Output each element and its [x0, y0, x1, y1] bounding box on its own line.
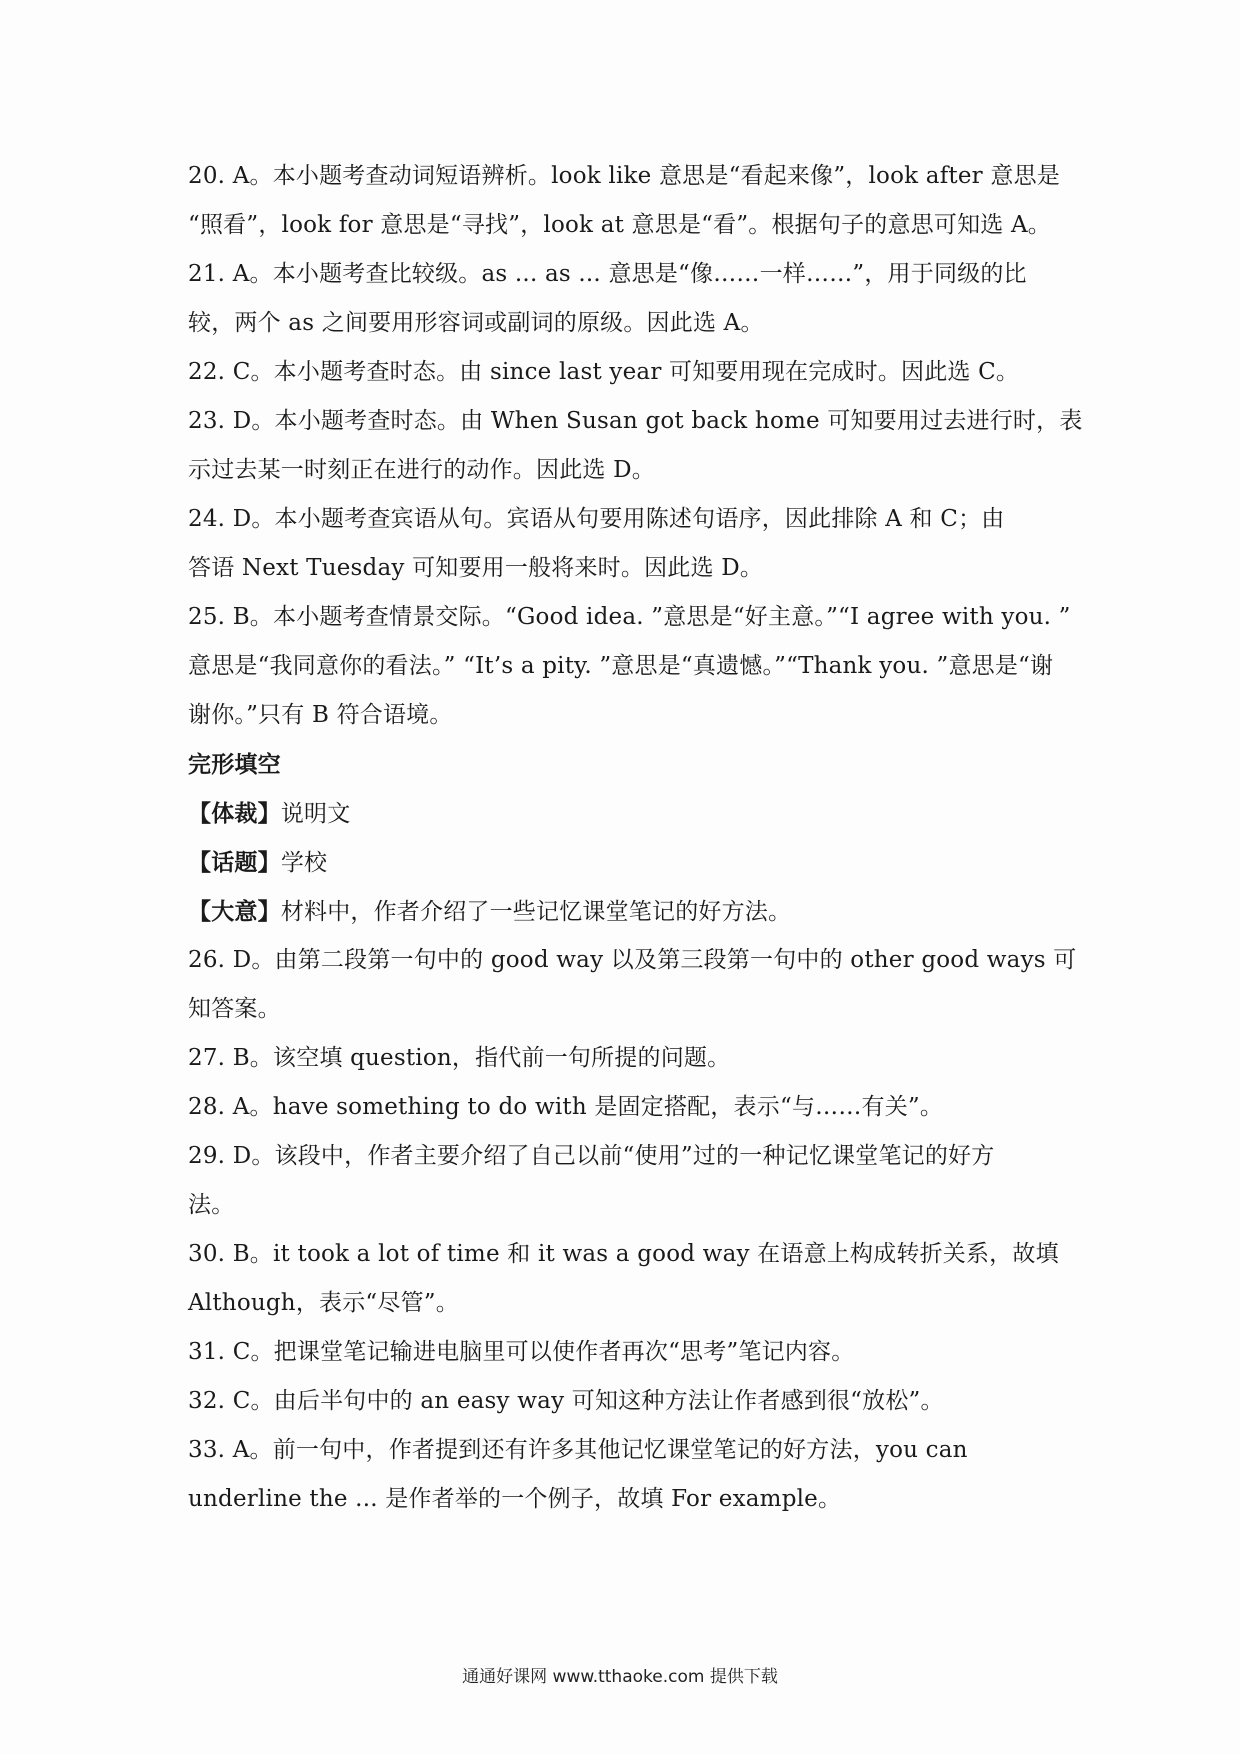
topic-tag: 【话题】 [188, 849, 281, 876]
text-line: 答语 Next Tuesday 可知要用一般将来时。因此选 D。 [188, 555, 764, 581]
text-line: 21. A。本小题考查比较级。as ... as ... 意思是“像……一样……”，用于同级的比 [188, 261, 1027, 287]
summary-text: 材料中，作者介绍了一些记忆课堂笔记的好方法。 [280, 899, 792, 925]
text-line: 28. A。have something to do with 是固定搭配，表示“与……有关”。 [188, 1094, 944, 1120]
text-line: Although，表示“尽管”。 [188, 1290, 459, 1316]
text-line: 较，两个 as 之间要用形容词或副词的原级。因此选 A。 [188, 310, 764, 336]
text-line: 23. D。本小题考查时态。由 When Susan got back home 可知要用过去进行时，表 [188, 408, 1083, 434]
text-line: 22. C。本小题考查时态。由 since last year 可知要用现在完成时。因此选 C。 [188, 359, 1020, 385]
text-line: underline the ... 是作者举的一个例子，故填 For example。 [188, 1486, 842, 1512]
text-line: 33. A。前一句中，作者提到还有许多其他记忆课堂笔记的好方法，you can [188, 1437, 968, 1463]
section-title: 完形填空 [188, 751, 281, 778]
genre-line [188, 789, 1058, 838]
text-line: 25. B。本小题考查情景交际。“Good idea. ”意思是“好主意。”“I agree with you. ” [188, 604, 1071, 630]
summary-line [188, 887, 1058, 936]
text-line: 27. B。该空填 question，指代前一句所提的问题。 [188, 1045, 731, 1071]
text-line: 谢你。”只有 B 符合语境。 [188, 702, 453, 728]
page-footer: 通通好课网 www.tthaoke.com 提供下载 [462, 1667, 778, 1687]
topic-text: 学校 [280, 850, 328, 876]
text-line: 意思是“我同意你的看法。” “It’s a pity. ”意思是“真遗憾。”“Thank you. ”意思是“谢 [188, 653, 1054, 679]
text-line: 示过去某一时刻正在进行的动作。因此选 D。 [188, 457, 655, 483]
genre-text: 说明文 [280, 801, 351, 827]
text-line: 24. D。本小题考查宾语从句。宾语从句要用陈述句语序，因此排除 A 和 C；由 [188, 506, 1005, 532]
text-line: 26. D。由第二段第一句中的 good way 以及第三段第一句中的 other good ways 可 [188, 947, 1077, 973]
text-line: 32. C。由后半句中的 an easy way 可知这种方法让作者感到很“放松”。 [188, 1388, 944, 1414]
summary-tag: 【大意】 [188, 898, 281, 925]
text-line: “照看”，look for 意思是“寻找”，look at 意思是“看”。根据句子的意思可知选 A。 [188, 212, 1051, 238]
text-line: 知答案。 [188, 996, 281, 1022]
topic-line [188, 838, 1058, 887]
text-line: 31. C。把课堂笔记输进电脑里可以使作者再次“思考”笔记内容。 [188, 1339, 855, 1365]
text-line: 29. D。该段中，作者主要介绍了自己以前“使用”过的一种记忆课堂笔记的好方 [188, 1143, 995, 1169]
text-line: 30. B。it took a lot of time 和 it was a good way 在语意上构成转折关系，故填 [188, 1241, 1059, 1267]
text-line: 法。 [188, 1192, 235, 1218]
answer-explanations [188, 152, 1083, 1524]
genre-tag: 【体裁】 [188, 800, 281, 827]
text-line: 20. A。本小题考查动词短语辨析。look like 意思是“看起来像”，look after 意思是 [188, 163, 1060, 189]
